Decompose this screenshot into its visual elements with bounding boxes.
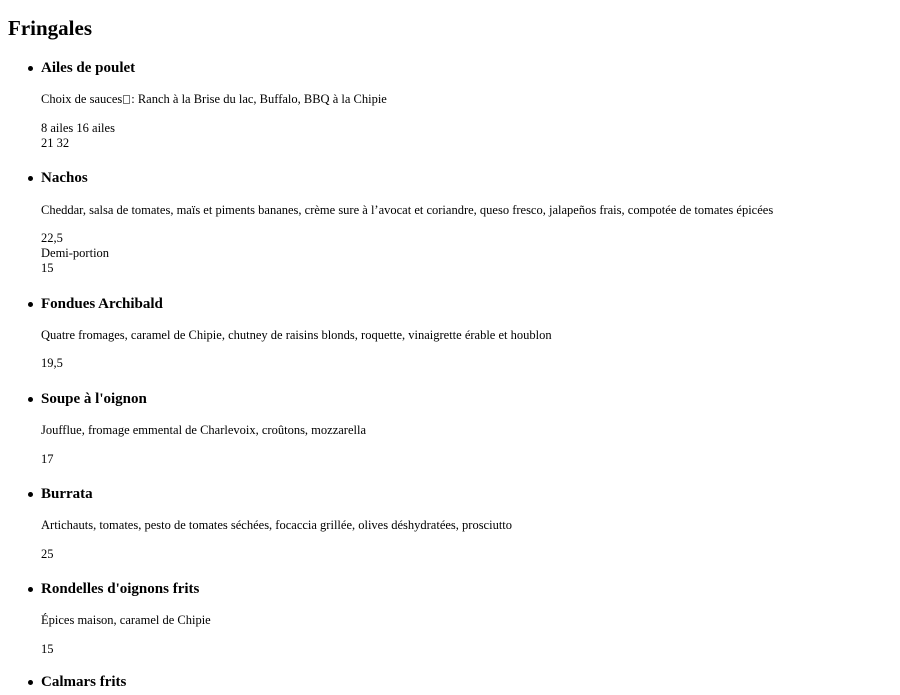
menu-item-calmars-frits [41,673,891,691]
menu-item-rondelles-oignons [41,580,891,656]
item-price: 17 [41,452,54,466]
item-description: Choix de sauces : Ranch à la Brise du lac, Buffalo, BBQ à la Chipie [41,92,387,106]
price-half: 15 [41,261,54,275]
item-price: 15 [41,642,54,656]
item-name: Rondelles d'oignons frits [41,580,891,598]
price-values: 21 32 [41,136,70,150]
item-name: Fondues Archibald [41,295,891,313]
item-prices [41,121,115,151]
price-full: 22,5 [41,231,63,245]
menu-item-nachos [41,169,891,275]
item-description: Épices maison, caramel de Chipie [41,613,211,627]
item-description: Quatre fromages, caramel de Chipie, chutney de raisins blonds, roquette, vinaigrette érable et houblon [41,328,552,342]
item-name: Ailes de poulet [41,59,891,77]
menu-item-burrata [41,485,891,561]
section-title: Fringales [8,16,92,40]
item-name: Calmars frits [41,673,891,691]
item-name: Soupe à l'oignon [41,390,891,408]
item-prices [41,231,109,276]
price-half-label: Demi-portion [41,246,110,260]
item-price: 19,5 [41,356,63,370]
item-name: Nachos [41,169,891,187]
item-name: Burrata [41,485,891,503]
menu-item-fondues-archibald [41,295,891,370]
missing-glyph-icon [123,95,130,104]
item-description: Joufflue, fromage emmental de Charlevoix, croûtons, mozzarella [41,423,366,437]
item-description: Artichauts, tomates, pesto de tomates séchées, focaccia grillée, olives déshydratées, prosciutto [41,518,513,532]
menu-item-ailes-de-poulet [41,59,891,150]
price-sizes: 8 ailes 16 ailes [41,121,115,135]
item-price: 25 [41,547,54,561]
menu-item-soupe-oignon [41,390,891,466]
item-description: Cheddar, salsa de tomates, maïs et piments bananes, crème sure à l’avocat et coriandre, queso fresco, jalapeños frais, compotée de tomates épicées [41,203,774,217]
